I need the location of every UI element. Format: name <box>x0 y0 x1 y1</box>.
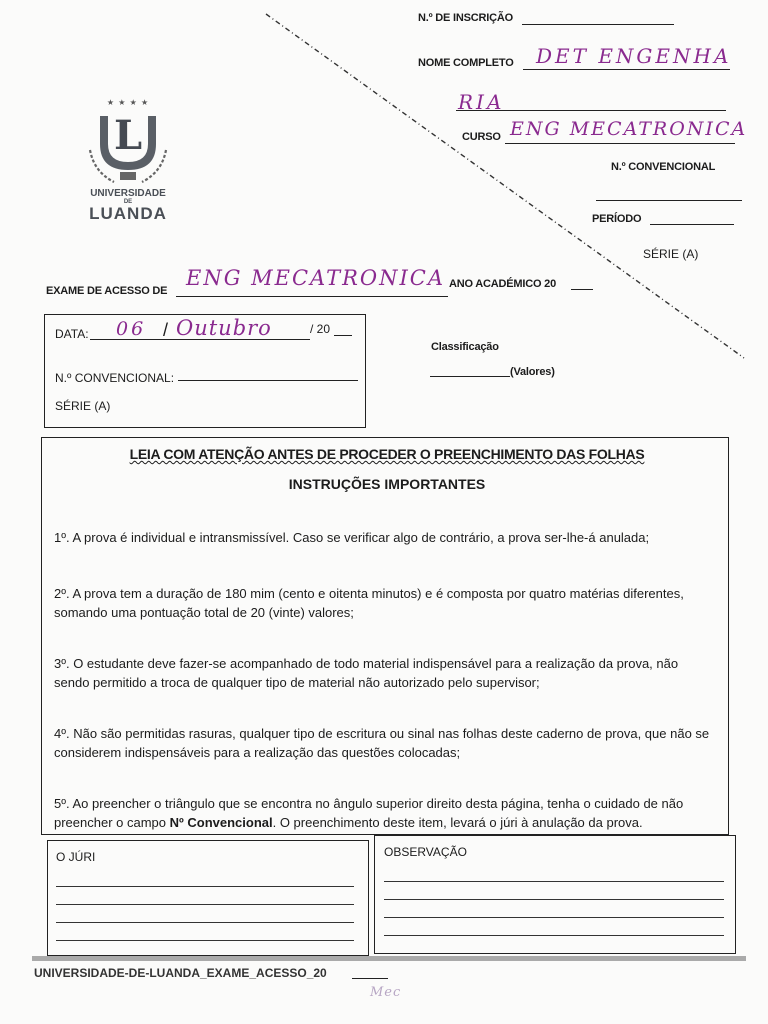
curso-field[interactable] <box>505 143 735 144</box>
nome-field[interactable] <box>523 69 730 70</box>
inscricao-field[interactable] <box>522 24 674 25</box>
data-year: / 20 <box>310 322 331 336</box>
data-year-field[interactable] <box>334 335 352 336</box>
observacao-line-3[interactable] <box>384 917 724 918</box>
juri-line-4[interactable] <box>56 940 354 941</box>
nome-label: NOME COMPLETO <box>418 57 514 69</box>
classificacao-label: Classificação <box>431 341 499 353</box>
periodo-label: PERÍODO <box>592 213 642 225</box>
instructions-subtitle: INSTRUÇÕES IMPORTANTES <box>288 476 486 492</box>
nome-value-1: DET ENGENHA <box>536 44 732 68</box>
footer-field[interactable] <box>352 978 388 979</box>
instructions-title: LEIA COM ATENÇÃO ANTES DE PROCEDER O PREENCHIMENTO DAS FOLHAS <box>129 446 645 462</box>
nome-value-2: RIA <box>458 90 505 114</box>
observacao-line-1[interactable] <box>384 881 724 882</box>
classificacao-field[interactable] <box>430 376 510 377</box>
data-day: 06 <box>116 318 147 340</box>
footer-text: UNIVERSIDADE-DE-LUANDA_EXAME_ACESSO_20 <box>34 966 327 980</box>
footer-rule <box>32 956 746 961</box>
logo-line2: DE <box>123 199 133 205</box>
data-month: Outubro <box>176 316 272 340</box>
instruction-3: 3º. O estudante deve fazer-se acompanhado de todo material indispensável para a realização da prova, não sendo permitido a troca de qualquer tipo de material não autorizado pelo supervisor; <box>54 656 679 690</box>
acesso-value: ENG MECATRONICA <box>186 266 446 290</box>
box-convencional-field[interactable] <box>178 380 358 381</box>
ano-label: ANO ACADÉMICO 20 <box>449 278 557 290</box>
curso-label: CURSO <box>462 131 501 143</box>
university-logo <box>70 98 186 224</box>
acesso-field[interactable] <box>176 296 448 297</box>
footer-note: Mec <box>370 985 402 1000</box>
acesso-label: EXAME DE ACESSO DE <box>46 285 168 297</box>
juri-line-2[interactable] <box>56 904 354 905</box>
instruction-5-bold: Nº Convencional <box>169 815 273 830</box>
instruction-2: 2º. A prova tem a duração de 180 mim (cento e oitenta minutos) e é composta por quatro matérias diferentes, somando uma pontuação total de 20 (vinte) valores; <box>54 586 684 620</box>
data-label: DATA: <box>55 327 89 341</box>
juri-line-3[interactable] <box>56 922 354 923</box>
instruction-5-text: 5º. Ao preencher o triângulo que se encontra no ângulo superior direito desta página, tenha o cuidado de não preencher o campo <box>54 796 684 830</box>
instructions-box <box>41 437 729 835</box>
instruction-5 <box>54 794 714 832</box>
logo-stars: ★ ★ ★ ★ <box>106 98 150 107</box>
logo-letter: L <box>113 112 143 159</box>
periodo-field[interactable] <box>650 224 734 225</box>
valores-label: (Valores) <box>510 366 555 378</box>
box-serie-label: SÉRIE (A) <box>55 399 111 413</box>
curso-value: ENG MECATRONICA <box>510 118 748 140</box>
juri-line-1[interactable] <box>56 886 354 887</box>
instruction-5-end: . O preenchimento deste item, levará o júri à anulação da prova. <box>272 815 643 830</box>
box-convencional-label: N.º CONVENCIONAL: <box>55 371 175 385</box>
serie-label: SÉRIE (A) <box>643 247 699 261</box>
juri-label: O JÚRI <box>56 850 96 864</box>
convencional-field[interactable] <box>596 200 742 201</box>
instruction-1: 1º. A prova é individual e intransmissível. Caso se verificar algo de contrário, a prova ser-lhe-á anulada; <box>54 530 650 545</box>
convencional-label: N.º CONVENCIONAL <box>611 161 716 173</box>
observacao-label: OBSERVAÇÃO <box>384 845 467 859</box>
observacao-line-2[interactable] <box>384 899 724 900</box>
ano-field[interactable] <box>571 289 593 290</box>
instruction-4: 4º. Não são permitidas rasuras, qualquer tipo de escritura ou sinal nas folhas deste caderno de prova, que não se considerem indispensáveis para a realização das questões colocadas; <box>54 726 710 760</box>
data-slash: / <box>163 320 169 340</box>
observacao-line-4[interactable] <box>384 935 724 936</box>
inscricao-label: N.º DE INSCRIÇÃO <box>418 12 513 24</box>
logo-line3: LUANDA <box>89 204 167 223</box>
logo-line1: UNIVERSIDADE <box>90 188 166 199</box>
